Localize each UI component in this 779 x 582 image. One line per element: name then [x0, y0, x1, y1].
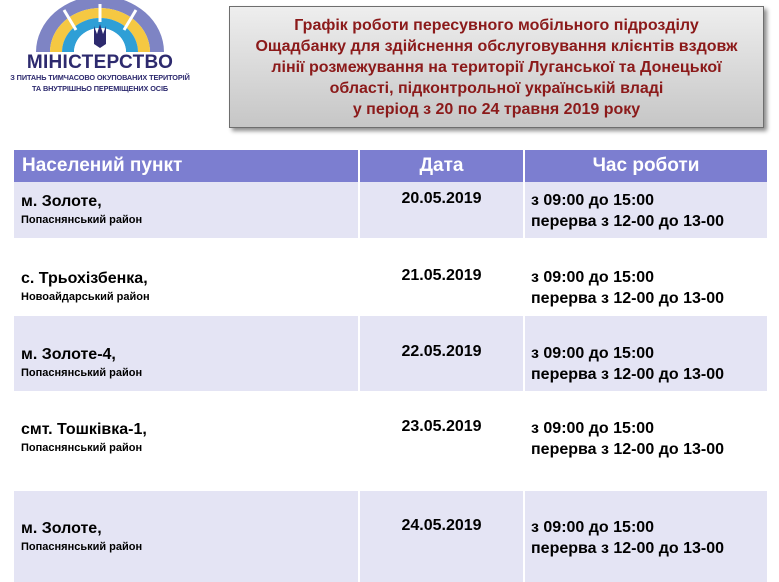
- date-value: 21.05.2019: [401, 267, 482, 284]
- settlement-name: смт. Тошківка-1,: [21, 421, 147, 438]
- trident-emblem-icon: [0, 0, 200, 55]
- break-hours: перерва з 12-00 до 13-00: [531, 540, 725, 557]
- ministry-logo: [0, 0, 222, 110]
- logo-subtitle-2: ТА ВНУТРІШНЬО ПЕРЕМІЩЕНИХ ОСІБ: [31, 84, 169, 93]
- header-working-hours: Час роботи: [523, 150, 767, 182]
- working-hours: з 09:00 до 15:00: [531, 420, 655, 437]
- table-row: [14, 238, 767, 316]
- district-name: Попаснянський район: [21, 442, 143, 454]
- title-line: Графік роботи пересувного мобільного підрозділу: [294, 16, 699, 34]
- working-hours: з 09:00 до 15:00: [531, 345, 655, 362]
- table-row: [14, 182, 767, 238]
- break-hours: перерва з 12-00 до 13-00: [531, 290, 725, 307]
- settlement-name: м. Золоте,: [21, 193, 102, 210]
- district-name: Попаснянський район: [21, 214, 143, 226]
- schedule-table: [14, 150, 767, 582]
- working-hours: з 09:00 до 15:00: [531, 269, 655, 286]
- title-line: області, підконтрольної українській владі: [329, 79, 664, 97]
- break-hours: перерва з 12-00 до 13-00: [531, 213, 725, 230]
- settlement-name: с. Трьохізбенка,: [21, 270, 148, 287]
- date-value: 24.05.2019: [401, 517, 482, 534]
- header-date: Дата: [358, 150, 523, 182]
- date-value: 20.05.2019: [401, 190, 482, 207]
- table-row: [14, 316, 767, 391]
- header-settlement: Населений пункт: [22, 155, 183, 176]
- date-value: 22.05.2019: [401, 343, 482, 360]
- break-hours: перерва з 12-00 до 13-00: [531, 366, 725, 383]
- title-line: Ощадбанку для здійснення обслуговування клієнтів вздовж: [255, 37, 738, 55]
- break-hours: перерва з 12-00 до 13-00: [531, 441, 725, 458]
- working-hours: з 09:00 до 15:00: [531, 519, 655, 536]
- date-value: 23.05.2019: [401, 418, 482, 435]
- table-header: [14, 150, 767, 182]
- logo-subtitle-1: З ПИТАНЬ ТИМЧАСОВО ОКУПОВАНИХ ТЕРИТОРІЙ: [10, 73, 190, 82]
- logo-title: МІНІСТЕРСТВО: [26, 52, 174, 73]
- schedule-title-box: [229, 6, 764, 128]
- table-row: [14, 491, 767, 582]
- district-name: Попаснянський район: [21, 367, 143, 379]
- district-name: Новоайдарський район: [21, 291, 150, 303]
- settlement-name: м. Золоте,: [21, 520, 102, 537]
- title-line: у період з 20 по 24 травня 2019 року: [352, 100, 641, 118]
- settlement-name: м. Золоте-4,: [21, 346, 116, 363]
- table-row: [14, 391, 767, 491]
- working-hours: з 09:00 до 15:00: [531, 192, 655, 209]
- title-line: лінії розмежування на території Луганської та Донецької: [271, 58, 722, 76]
- district-name: Попаснянський район: [21, 541, 143, 553]
